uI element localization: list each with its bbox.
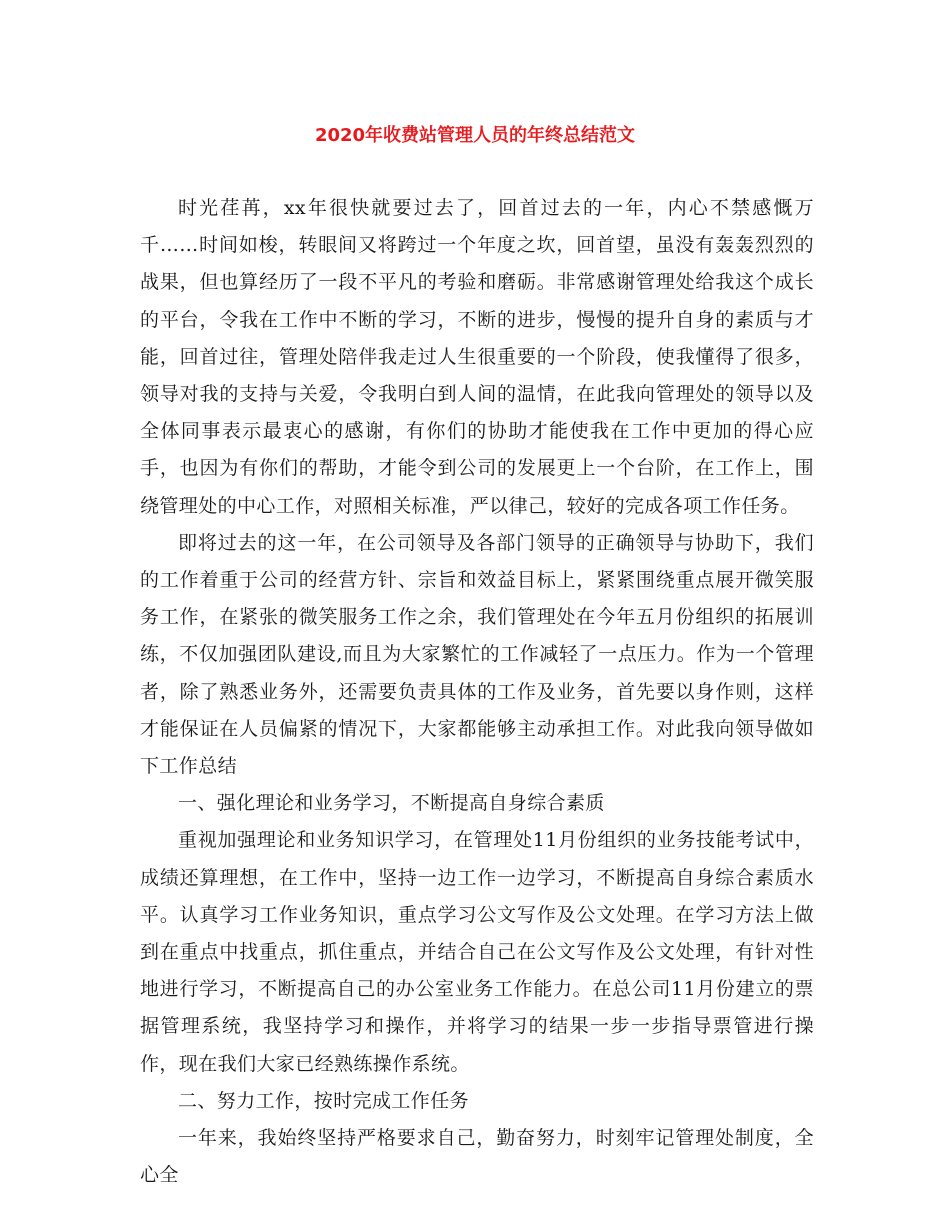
paragraph-intro: 时光荏苒，xx年很快就要过去了，回首过去的一年，内心不禁感慨万千……时间如梭，转眼间又将跨过一个年度之坎，回首望，虽没有轰轰烈烈的战果，但也算经历了一段不平凡的考验和磨砺。非常感谢管理处给我这个成长的平台，令我在工作中不断的学习，不断的进步，慢慢的提升自身的素质与才能，回首过往，管理处陪伴我走过人生很重要的一个阶段，使我懂得了很多，领导对我的支持与关爱，令我明白到人间的温情，在此我向管理处的领导以及全体同事表示最衷心的感谢，有你们的协助才能使我在工作中更加的得心应手，也因为有你们的帮助，才能令到公司的发展更上一个台阶，在工作上，围绕管理处的中心工作，对照相关标准，严以律己，较好的完成各项工作任务。 (140, 197, 814, 517)
paragraph-section-1: 重视加强理论和业务知识学习，在管理处11月份组织的业务技能考试中，成绩还算理想，在工作中，坚持一边工作一边学习，不断提高自身综合素质水平。认真学习工作业务知识，重点学习公文写作及公文处理。在学习方法上做到在重点中找重点，抓住重点，并结合自己在公文写作及公文处理，有针对性地进行学习，不断提高自己的办公室业务工作能力。在总公司11月份建立的票据管理系统，我坚持学习和操作，并将学习的结果一步一步指导票管进行操作，现在我们大家已经熟练操作系统。 (140, 829, 814, 1075)
section-heading-1: 一、强化理论和业务学习，不断提高自身综合素质 (178, 792, 605, 815)
document-title: 2020年收费站管理人员的年终总结范文 (314, 125, 636, 146)
document-body (140, 190, 814, 1194)
paragraph-overview: 即将过去的这一年，在公司领导及各部门领导的正确领导与协助下，我们的工作着重于公司的经营方针、宗旨和效益目标上，紧紧围绕重点展开微笑服务工作，在紧张的微笑服务工作之余，我们管理处在今年五月份组织的拓展训练，不仅加强团队建设,而且为大家繁忙的工作减轻了一点压力。作为一个管理者，除了熟悉业务外，还需要负责具体的工作及业务，首先要以身作则，这样才能保证在人员偏紧的情况下，大家都能够主动承担工作。对此我向领导做如下工作总结 (140, 531, 814, 778)
section-heading-2: 二、努力工作，按时完成工作任务 (178, 1089, 470, 1112)
paragraph-section-2: 一年来，我始终坚持严格要求自己，勤奋努力，时刻牢记管理处制度，全心全 (140, 1127, 814, 1187)
